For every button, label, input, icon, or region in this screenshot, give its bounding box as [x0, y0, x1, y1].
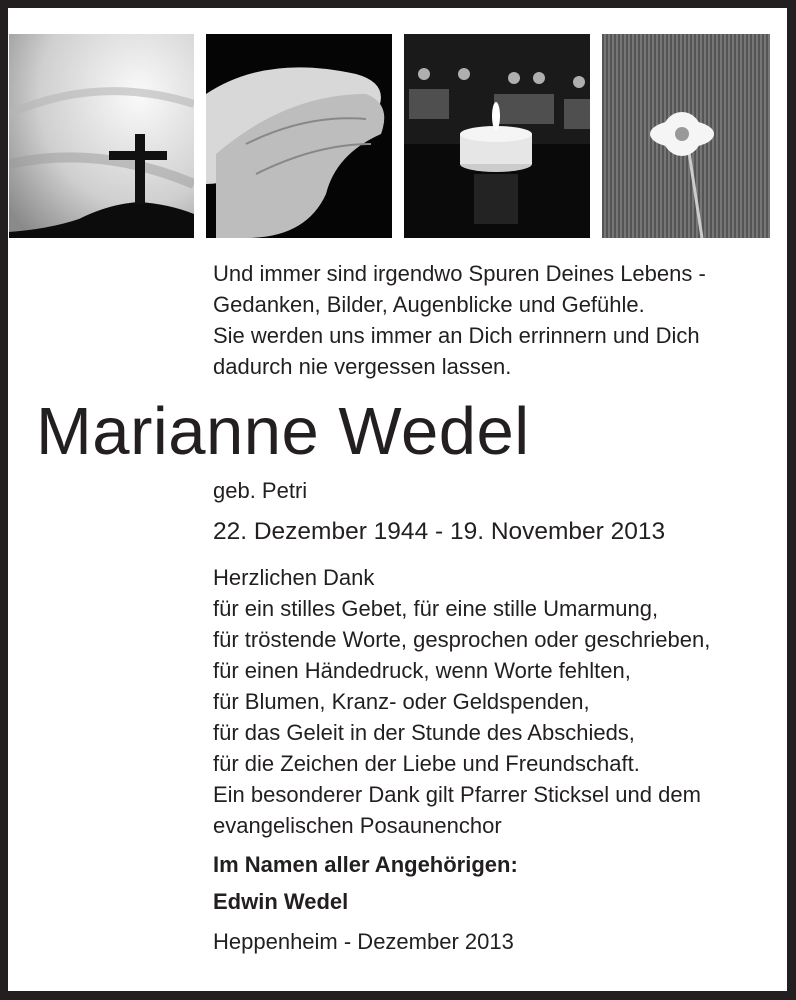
thanks-line: für Blumen, Kranz- oder Geldspenden, — [213, 689, 590, 714]
thanks-line: für tröstende Worte, gesprochen oder geschrieben, — [213, 627, 711, 652]
poem-line: Sie werden uns immer an Dich errinnern und Dich — [213, 323, 700, 348]
life-dates: 22. Dezember 1944 - 19. November 2013 — [213, 518, 666, 545]
poem-verse — [213, 258, 706, 382]
candles-photo — [404, 34, 590, 238]
folded-hands-photo — [206, 34, 392, 238]
thanks-line: für das Geleit in der Stunde des Abschieds, — [213, 720, 635, 745]
thanks-text — [213, 562, 710, 841]
cross-on-hill-photo — [9, 34, 194, 238]
signature-intro: Im Namen aller Angehörigen: — [213, 852, 518, 877]
poem-line: dadurch nie vergessen lassen. — [213, 354, 512, 379]
thanks-line: für einen Händedruck, wenn Worte fehlten, — [213, 658, 631, 683]
place-date: Heppenheim - Dezember 2013 — [213, 929, 514, 954]
thanks-line: Ein besonderer Dank gilt Pfarrer Sticksel und dem — [213, 782, 701, 807]
thanks-line: für ein stilles Gebet, für eine stille Umarmung, — [213, 596, 659, 621]
thanks-line: für die Zeichen der Liebe und Freundschaft. — [213, 751, 640, 776]
poem-line: Gedanken, Bilder, Augenblicke und Gefühle. — [213, 292, 645, 317]
flower-photo — [602, 34, 770, 238]
maiden-name: geb. Petri — [213, 478, 308, 503]
thanks-line: evangelischen Posaunenchor — [213, 813, 502, 838]
signature-name: Edwin Wedel — [213, 889, 349, 914]
poem-line: Und immer sind irgendwo Spuren Deines Lebens - — [213, 261, 706, 286]
deceased-name: Marianne Wedel — [36, 394, 530, 469]
thanks-line: Herzlichen Dank — [213, 565, 375, 590]
